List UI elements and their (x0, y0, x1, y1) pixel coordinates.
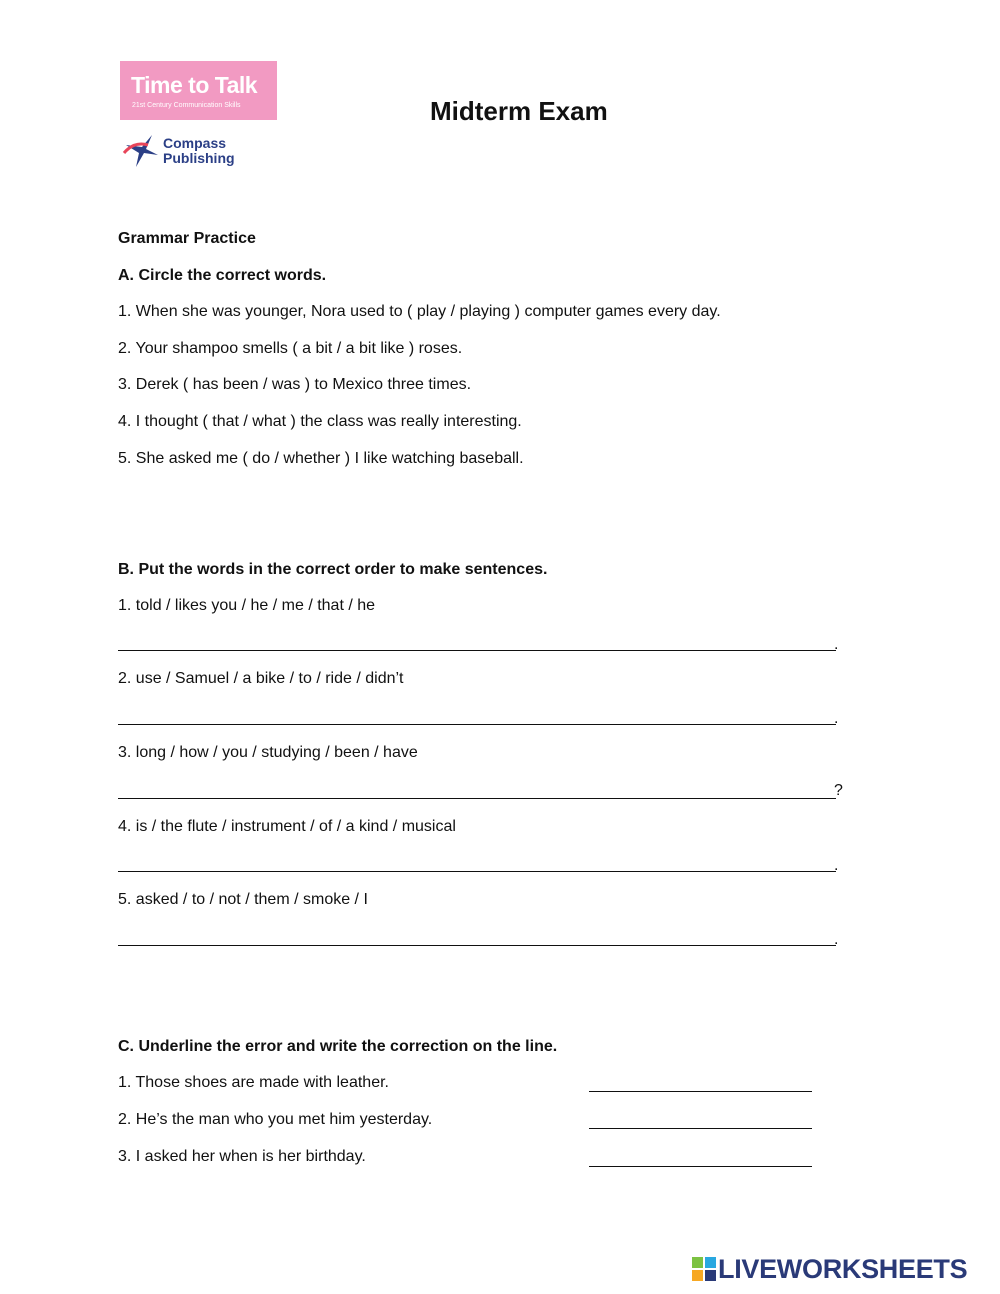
answer-line-3[interactable] (118, 798, 836, 799)
answer-end-2: . (834, 710, 839, 727)
section-a-item-3: 3. Derek ( has been / was ) to Mexico three times. (118, 376, 472, 393)
liveworksheets-text: LIVEWORKSHEETS (718, 1254, 968, 1284)
section-b-heading: B. Put the words in the correct order to make sentences. (118, 561, 548, 578)
answer-line-1[interactable] (118, 650, 836, 651)
compass-star-icon (122, 133, 160, 169)
logo-subtitle: 21st Century Communication Skills (132, 102, 241, 109)
section-c-heading: C. Underline the error and write the correction on the line. (118, 1038, 558, 1055)
liveworksheets-badge-icon (692, 1257, 716, 1281)
section-b-prompt-5: 5. asked / to / not / them / smoke / I (118, 891, 368, 908)
section-b-prompt-1: 1. told / likes you / he / me / that / he (118, 597, 376, 614)
section-c-item-1: 1. Those shoes are made with leather. (118, 1074, 389, 1091)
section-a-item-1: 1. When she was younger, Nora used to ( play / playing ) computer games every day. (118, 303, 721, 320)
logo-title: Time to Talk (131, 72, 258, 98)
answer-line-4[interactable] (118, 871, 836, 872)
section-heading: Grammar Practice (118, 230, 256, 247)
correction-line-3[interactable] (589, 1166, 812, 1167)
compass-line2: Publishing (163, 150, 235, 166)
answer-line-2[interactable] (118, 724, 836, 725)
answer-end-4: . (834, 857, 839, 874)
section-c-item-3: 3. I asked her when is her birthday. (118, 1148, 366, 1165)
compass-publishing-logo (163, 136, 235, 166)
section-a-item-4: 4. I thought ( that / what ) the class was really interesting. (118, 413, 522, 430)
section-a-item-2: 2. Your shampoo smells ( a bit / a bit like ) roses. (118, 340, 463, 357)
correction-line-1[interactable] (589, 1091, 812, 1092)
answer-line-5[interactable] (118, 945, 836, 946)
section-b-prompt-3: 3. long / how / you / studying / been / have (118, 744, 418, 761)
answer-end-3: ? (834, 782, 843, 799)
correction-line-2[interactable] (589, 1128, 812, 1129)
compass-line1: Compass (163, 135, 227, 151)
page-title: Midterm Exam (430, 96, 608, 126)
answer-end-1: . (834, 636, 839, 653)
section-a-heading: A. Circle the correct words. (118, 267, 327, 284)
section-b-prompt-2: 2. use / Samuel / a bike / to / ride / didn’t (118, 670, 404, 687)
section-b-prompt-4: 4. is / the flute / instrument / of / a kind / musical (118, 818, 456, 835)
answer-end-5: . (834, 931, 839, 948)
section-a-item-5: 5. She asked me ( do / whether ) I like watching baseball. (118, 450, 524, 467)
time-to-talk-logo (120, 61, 277, 120)
section-c-item-2: 2. He’s the man who you met him yesterday. (118, 1111, 433, 1128)
